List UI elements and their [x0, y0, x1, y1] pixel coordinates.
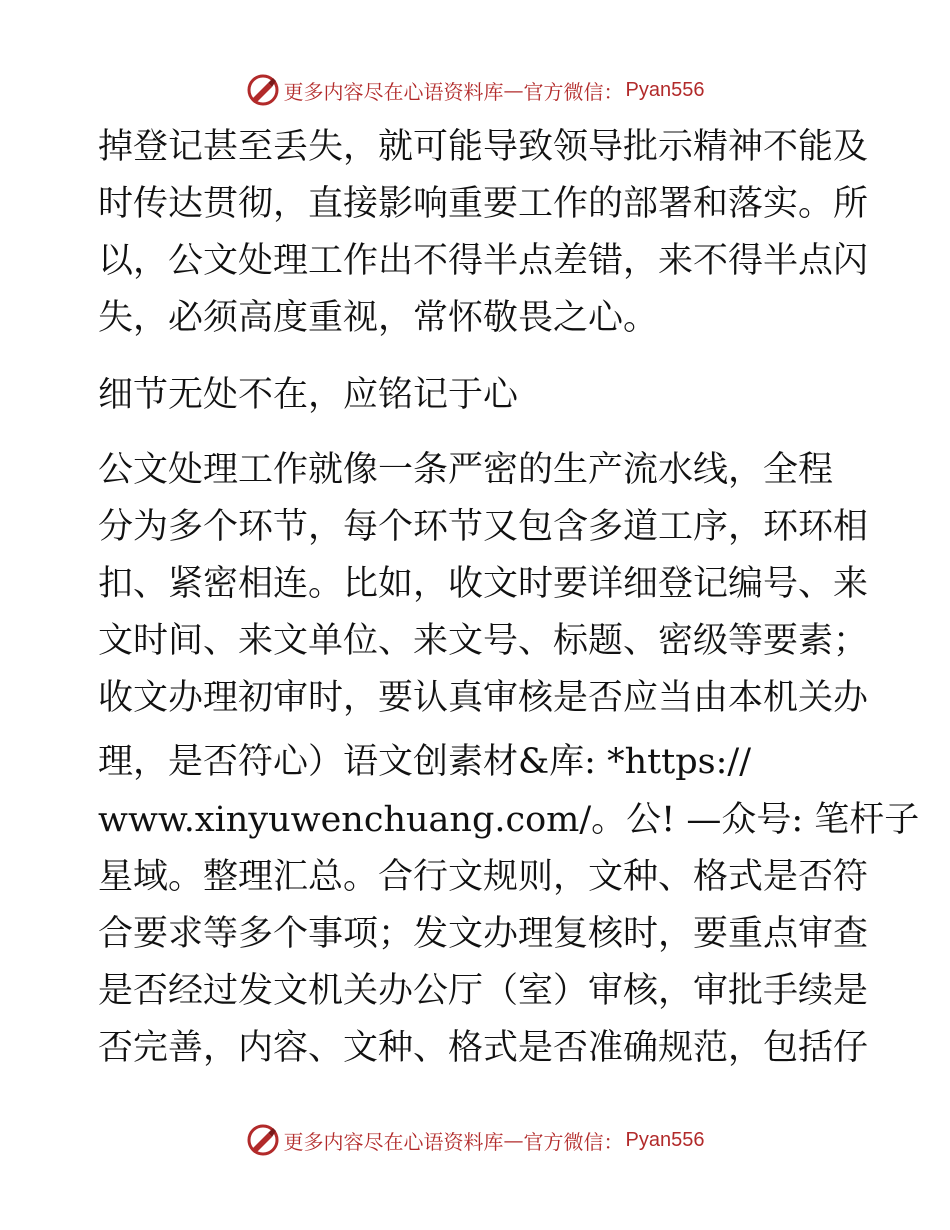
- footer-official-label: 官方微信：: [523, 1129, 624, 1154]
- body-line: 以，公文处理工作出不得半点差错，来不得半点闪: [98, 241, 869, 281]
- body-line: 否完善，内容、文种、格式是否准确规范，包括仔: [98, 1028, 869, 1068]
- body-line: 理，是否符心）语文创素材&库: *https://: [98, 742, 751, 782]
- header-watermark-banner: [0, 72, 950, 108]
- body-line: 公文处理工作就像一条严密的生产流水线，全程: [98, 450, 834, 490]
- body-line: 文时间、来文单位、来文号、标题、密级等要素；: [98, 621, 869, 661]
- body-line: 星域。整理汇总。合行文规则，文种、格式是否符: [98, 857, 869, 897]
- body-line: 掉登记甚至丢失，就可能导致领导批示精神不能及: [98, 127, 869, 167]
- header-separator: —: [503, 78, 524, 102]
- footer-watermark-banner: [0, 1122, 950, 1158]
- pen-logo-icon: [246, 73, 280, 107]
- body-line: 收文办理初审时，要认真审核是否应当由本机关办: [98, 678, 869, 718]
- body-line: 合要求等多个事项；发文办理复核时，要重点审查: [98, 914, 869, 954]
- section-heading: 细节无处不在，应铭记于心: [98, 375, 519, 415]
- body-line: 时传达贯彻，直接影响重要工作的部署和落实。所: [98, 184, 869, 224]
- header-brand-text: 更多内容尽在心语资料库: [283, 79, 504, 104]
- pen-logo-icon: [246, 1123, 280, 1157]
- footer-handle: Pyan556: [625, 1128, 705, 1151]
- body-line: 是否经过发文机关办公厅（室）审核，审批手续是: [98, 971, 869, 1011]
- body-line: www.xinyuwenchuang.com/。公! —众号: 笔杆子: [98, 800, 920, 840]
- header-official-label: 官方微信：: [523, 79, 624, 104]
- body-line: 扣、紧密相连。比如，收文时要详细登记编号、来: [98, 564, 869, 604]
- header-handle: Pyan556: [625, 78, 705, 101]
- footer-separator: —: [503, 1128, 524, 1152]
- body-line: 失，必须高度重视，常怀敬畏之心。: [98, 298, 659, 338]
- body-line: 分为多个环节，每个环节又包含多道工序，环环相: [98, 507, 869, 547]
- footer-brand-text: 更多内容尽在心语资料库: [283, 1129, 504, 1154]
